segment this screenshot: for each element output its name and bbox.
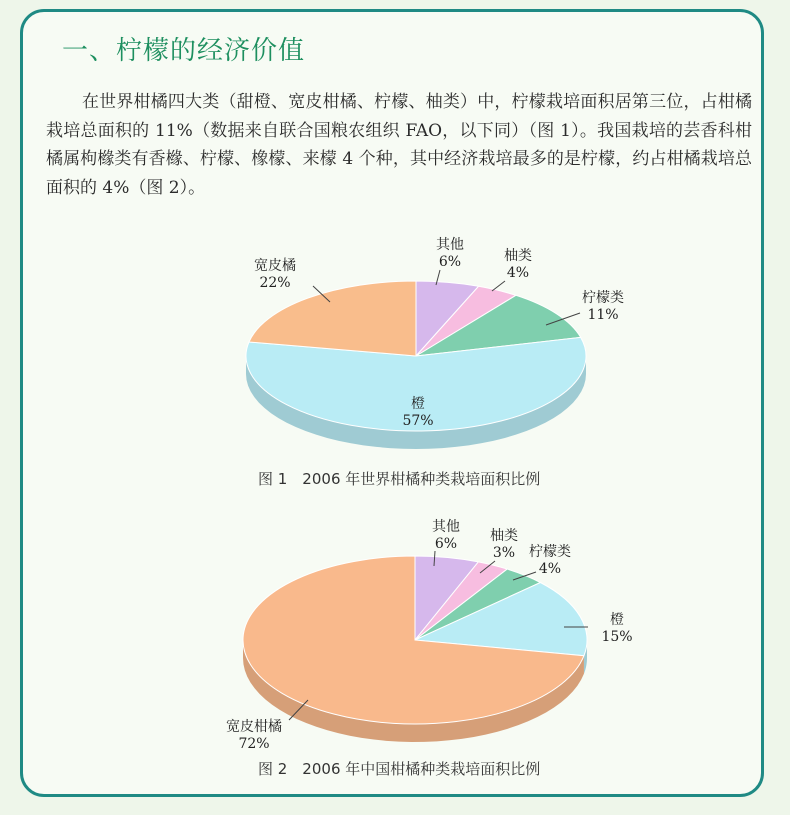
slice-value-label: 6% (438, 254, 462, 270)
slice-name-label: 宽皮柑橘 (226, 719, 282, 735)
chart-caption: 图 2 2006 年中国柑橘种类栽培面积比例 (258, 760, 541, 778)
intro-paragraph: 在世界柑橘四大类（甜橙、宽皮柑橘、柠檬、柚类）中，柠檬栽培面积居第三位，占柑橘栽培总面积的 11%（数据来自联合国粮农组织 FAO，以下同）（图 1）。我国栽培的芸香科柑橘属枸橼类有香橼、柠檬、橡檬、来檬 4 个种，其中经济栽培最多的是柠檬，约占柑橘栽培总面积的 4%（图 2）。 (46, 92, 752, 198)
slice-name-label: 其他 (436, 237, 464, 253)
section-title: 一、柠檬的经济价值 (62, 36, 306, 66)
slice-name-label: 橙 (411, 396, 425, 412)
slice-value-label: 4% (538, 561, 562, 577)
slice-value-label: 6% (434, 536, 458, 552)
slice-value-label: 4% (506, 265, 530, 281)
chart-caption: 图 1 2006 年世界柑橘种类栽培面积比例 (258, 470, 541, 488)
slice-value-label: 72% (238, 736, 270, 752)
slice-value-label: 3% (492, 545, 516, 561)
slice-name-label: 宽皮橘 (254, 258, 296, 274)
slice-value-label: 22% (259, 275, 291, 291)
slice-name-label: 柠檬类 (582, 290, 624, 306)
slice-name-label: 柠檬类 (529, 544, 571, 560)
slice-value-label: 11% (587, 307, 619, 323)
slice-value-label: 57% (402, 413, 434, 429)
slice-value-label: 15% (601, 629, 633, 645)
slice-name-label: 柚类 (504, 248, 532, 264)
slice-name-label: 其他 (432, 519, 460, 535)
slice-name-label: 柚类 (490, 528, 518, 544)
slice-name-label: 橙 (610, 612, 624, 628)
